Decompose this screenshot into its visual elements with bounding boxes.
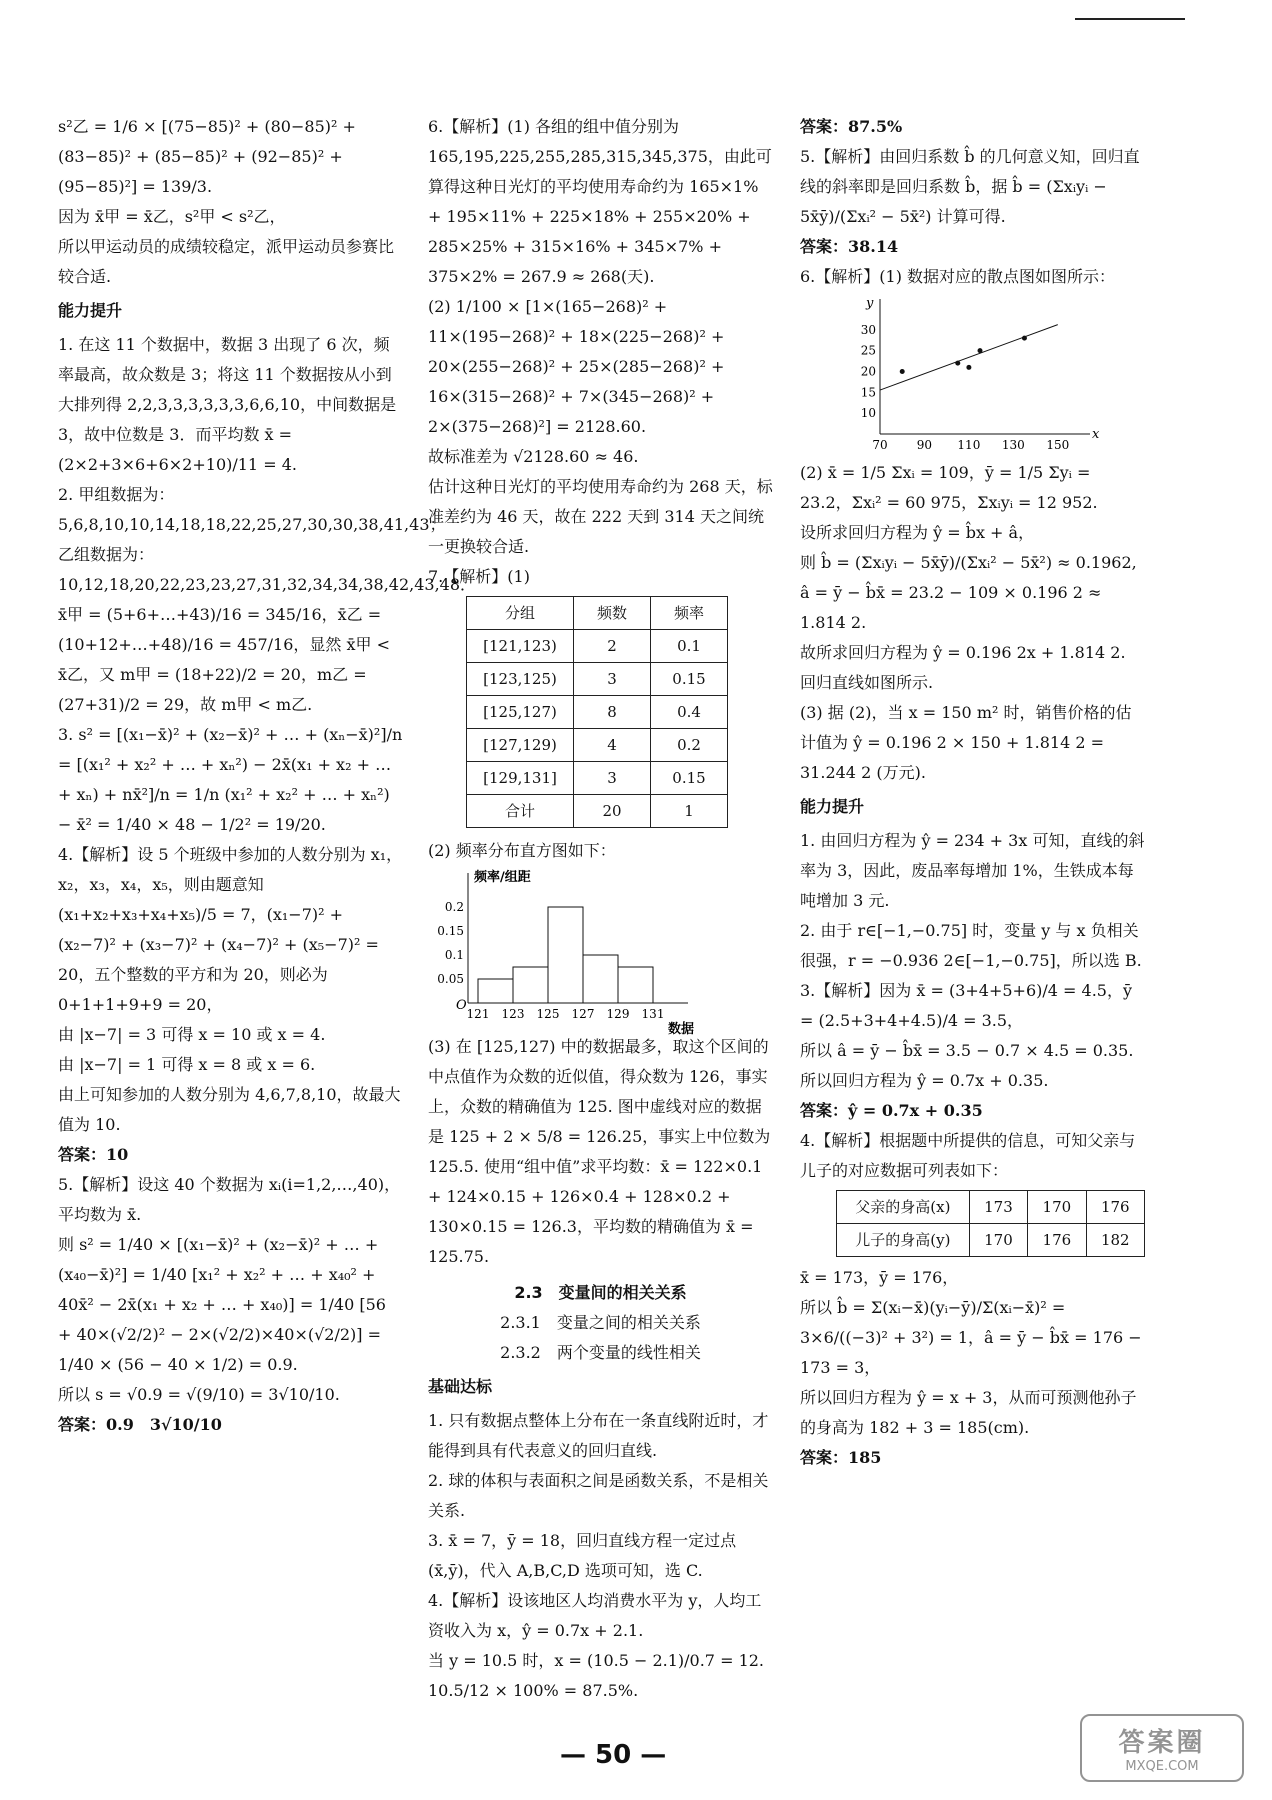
x-tick-label: 125	[536, 1007, 560, 1021]
x-tick-label: 123	[501, 1007, 525, 1021]
mid-text: 估计这种日光灯的平均使用寿命约为 268 天，标准差约为 46 天，故在 222 天到 314 天之间统一更换较合适.	[428, 477, 773, 556]
right-text: 4.【解析】根据题中所提供的信息，可知父亲与儿子的对应数据可列表如下：	[800, 1131, 1136, 1180]
table-cell: [127,129)	[467, 729, 574, 762]
table-cell: 8	[574, 696, 651, 729]
table-cell: 182	[1086, 1224, 1144, 1257]
mid-text: 当 y = 10.5 时，x = (10.5 − 2.1)/0.7 = 12.	[428, 1651, 765, 1670]
mid-text: (2) 频率分布直方图如下：	[428, 841, 616, 860]
x-tick-label: 121	[466, 1007, 490, 1021]
watermark-logo	[1080, 1714, 1244, 1782]
frequency-histogram	[437, 868, 708, 1037]
table-cell: 173	[969, 1191, 1027, 1224]
mid-text: 3. x̄ = 7，ȳ = 18，回归直线方程一定过点 (x̄,ȳ)，代入 A,B,C,D 选项可知，选 C.	[428, 1531, 737, 1580]
x-tick-label: 127	[571, 1007, 595, 1021]
left-text: 所以 s = √0.9 = √(9/10) = 3√10/10.	[58, 1385, 340, 1404]
y-tick-label: 10	[860, 406, 876, 421]
watermark-url: MXQE.COM	[1125, 1759, 1199, 1774]
x-tick-label: 110	[957, 438, 981, 452]
answer-text: 答案：38.14	[800, 237, 899, 256]
page-number: — 50 —	[560, 1740, 667, 1770]
table-cell: 父亲的身高(x)	[837, 1191, 970, 1224]
table-cell: 170	[969, 1224, 1027, 1257]
histogram-bar	[583, 955, 618, 1003]
middle-column	[428, 112, 773, 1706]
right-column	[800, 112, 1145, 1473]
x-axis-label: 数据	[668, 1022, 695, 1037]
section-heading: 能力提升	[800, 797, 865, 816]
right-text: 故所求回归方程为 ŷ = 0.196 2x + 1.814 2. 回归直线如图所示.	[800, 643, 1126, 692]
table-cell: 0.15	[651, 663, 728, 696]
mid-text: 10.5/12 × 100% = 87.5%.	[428, 1681, 639, 1700]
right-text: 2. 由于 r∈[−1,−0.75] 时，变量 y 与 x 负相关很强，r = −0.936 2∈[−1,−0.75]，所以选 B.	[800, 921, 1142, 970]
left-text: 由上可知参加的人数分别为 4,6,7,8,10，故最大值为 10.	[58, 1085, 401, 1134]
table-cell: 0.1	[651, 630, 728, 663]
right-text: â = ȳ − b̂x̄ = 23.2 − 109 × 0.196 2 ≈ 1.814 2.	[800, 583, 1102, 632]
right-text: 则 b̂ = (Σxᵢyᵢ − 5x̄ȳ)/(Σxᵢ² − 5x̄²) ≈ 0.1962,	[800, 553, 1137, 572]
left-text: 1. 在这 11 个数据中，数据 3 出现了 6 次，频率最高，故众数是 3；将这 11 个数据按从小到大排列得 2,2,3,3,3,3,3,3,6,6,10，中间数据是 3，故中位数是 3．而平均数 x̄ = (2×2+3×6+6×2+10)/11 = 4.	[58, 335, 397, 474]
left-text: 3. s² = [(x₁−x̄)² + (x₂−x̄)² + … + (xₙ−x̄)²]/n = [(x₁² + x₂² + … + xₙ²) − 2x̄(x₁ + x₂ + … + xₙ) + nx̄²]/n = 1/n (x₁² + x₂² + … + xₙ²) − x̄² = 1/40 × 48 − 1/2² = 19/20.	[58, 725, 403, 834]
histogram-bar	[548, 907, 583, 1003]
histogram-bar	[618, 967, 653, 1003]
scatter-plot	[860, 294, 1100, 454]
answer-text: 答案：0.9 3√10/10	[58, 1415, 222, 1434]
left-text: s²乙 = 1/6 × [(75−85)² + (80−85)² + (83−85)² + (85−85)² + (92−85)² + (95−85)²] = 139/3.	[58, 117, 356, 196]
right-text: 所以回归方程为 ŷ = x + 3，从而可预测他孙子的身高为 182 + 3 = 185(cm).	[800, 1388, 1137, 1437]
x-tick-label: 90	[916, 438, 933, 452]
table-cell: 3	[574, 762, 651, 795]
table-cell: 0.15	[651, 762, 728, 795]
answer-text: 答案：10	[58, 1145, 129, 1164]
table-cell: 176	[1028, 1224, 1086, 1257]
y-tick-label: 20	[860, 364, 876, 379]
y-tick-label: 0.15	[437, 924, 464, 938]
answer-text: 答案：ŷ = 0.7x + 0.35	[800, 1101, 983, 1120]
x-axis-label: x	[1092, 427, 1100, 442]
mid-text: 2. 球的体积与表面积之间是函数关系，不是相关关系.	[428, 1471, 769, 1520]
top-rule	[1075, 18, 1185, 20]
answer-text: 答案：87.5%	[800, 117, 903, 136]
watermark-text: 答案圈	[1118, 1728, 1206, 1758]
table-cell: 合计	[467, 795, 574, 828]
mid-text: (3) 在 [125,127) 中的数据最多，取这个区间的中点值作为众数的近似值，得众数为 126，事实上，众数的精确值为 125. 图中虚线对应的数据是 125 + 2 × 5/8 = 126.25，事实上中位数为 125.5. 使用“组中值”求平均数：x̄ = 122×0.1 + 124×0.15 + 126×0.4 + 128×0.2 + 130×0.15 = 126.3，平均数的精确值为 x̄ = 125.75.	[428, 1037, 771, 1266]
left-text: 所以甲运动员的成绩较稳定，派甲运动员参赛比较合适.	[58, 237, 395, 286]
right-text: 所以回归方程为 ŷ = 0.7x + 0.35.	[800, 1071, 1049, 1090]
table-cell: 20	[574, 795, 651, 828]
table-cell: 4	[574, 729, 651, 762]
table-cell: 儿子的身高(y)	[837, 1224, 970, 1257]
table-cell: 1	[651, 795, 728, 828]
table-cell: 0.4	[651, 696, 728, 729]
right-text: 所以 b̂ = Σ(xᵢ−x̄)(yᵢ−ȳ)/Σ(xᵢ−x̄)² = 3×6/((−3)² + 3²) = 1，â = ȳ − b̂x̄ = 176 − 173 = 3，	[800, 1298, 1142, 1377]
mid-text: 故标准差为 √2128.60 ≈ 46.	[428, 447, 639, 466]
y-tick-label: 0.05	[437, 972, 464, 986]
left-text: 由 |x−7| = 3 可得 x = 10 或 x = 4.	[58, 1025, 326, 1044]
right-text: 所以 â = ȳ − b̂x̄ = 3.5 − 0.7 × 4.5 = 0.35.	[800, 1041, 1134, 1060]
left-text: 因为 x̄甲 = x̄乙，s²甲 < s²乙，	[58, 207, 286, 226]
right-text: (3) 据 (2)，当 x = 150 m² 时，销售价格的估计值为 ŷ = 0.196 2 × 150 + 1.814 2 = 31.244 2 (万元).	[800, 703, 1132, 782]
left-text: 5.【解析】设这 40 个数据为 xᵢ(i=1,2,…,40)，平均数为 x̄.	[58, 1175, 401, 1224]
histogram-bar	[513, 967, 548, 1003]
data-point	[978, 348, 983, 353]
left-text: 则 s² = 1/40 × [(x₁−x̄)² + (x₂−x̄)² + … + (x₄₀−x̄)²] = 1/40 [x₁² + x₂² + … + x₄₀² + 40x̄² − 2x̄(x₁ + x₂ + … + x₄₀)] = 1/40 [56 + 40×(√2/2)² − 2×(√2/2)×40×(√2/2)] = 1/40 × (56 − 40 × 1/2) = 0.9.	[58, 1235, 386, 1374]
section-title: 2.3 变量间的相关关系	[514, 1283, 687, 1302]
x-tick-label: 70	[872, 438, 888, 452]
mid-text: 4.【解析】设该地区人均消费水平为 y，人均工资收入为 x，ŷ = 0.7x + 2.1.	[428, 1591, 762, 1640]
frequency-table	[466, 596, 728, 828]
y-axis-label: 频率/组距	[474, 870, 531, 885]
table-cell: 176	[1086, 1191, 1144, 1224]
right-text: x̄ = 173，ȳ = 176，	[800, 1268, 959, 1287]
regression-line	[880, 325, 1058, 390]
subsection-title: 2.3.1 变量之间的相关关系	[500, 1313, 701, 1332]
right-text: 6.【解析】(1) 数据对应的散点图如图所示：	[800, 267, 1116, 286]
right-text: 3.【解析】因为 x̄ = (3+4+5+6)/4 = 4.5，ȳ = (2.5+3+4+4.5)/4 = 3.5，	[800, 981, 1133, 1030]
section-heading: 基础达标	[428, 1377, 493, 1396]
table-cell: 0.2	[651, 729, 728, 762]
histogram-bar	[478, 979, 513, 1003]
y-tick-label: 30	[860, 322, 876, 337]
right-text: (2) x̄ = 1/5 Σxᵢ = 109，ȳ = 1/5 Σyᵢ = 23.2，Σxᵢ² = 60 975，Σxᵢyᵢ = 12 952.	[800, 463, 1098, 512]
x-tick-label: 129	[606, 1007, 630, 1021]
right-text: 5.【解析】由回归系数 b̂ 的几何意义知，回归直线的斜率即是回归系数 b̂，据 b̂ = (Σxᵢyᵢ − 5x̄ȳ)/(Σxᵢ² − 5x̄²) 计算可得.	[800, 147, 1140, 226]
height-table	[836, 1190, 1145, 1257]
right-text: 1. 由回归方程为 ŷ = 234 + 3x 可知，直线的斜率为 3，因此，废品率每增加 1%，生铁成本每吨增加 3 元.	[800, 831, 1145, 910]
left-text: 由 |x−7| = 1 可得 x = 8 或 x = 6.	[58, 1055, 316, 1074]
data-point	[955, 361, 960, 366]
right-text: 设所求回归方程为 ŷ = b̂x + â，	[800, 523, 1035, 542]
data-point	[966, 365, 971, 370]
answer-text: 答案：185	[800, 1448, 882, 1467]
y-tick-label: 25	[860, 343, 876, 358]
x-tick-label: 131	[641, 1007, 665, 1021]
table-cell: 3	[574, 663, 651, 696]
left-text: 2. 甲组数据为：5,6,8,10,10,14,18,18,22,25,27,30,30,38,41,43；乙组数据为：10,12,18,20,22,23,23,27,31,32,34,34,38,42,43,48．x̄甲 = (5+6+…+43)/16 = 345/16，x̄乙 = (10+12+…+48)/16 = 457/16，显然 x̄甲 < x̄乙，又 m甲 = (18+22)/2 = 20，m乙 = (27+31)/2 = 29，故 m甲 < m乙.	[58, 485, 477, 714]
table-cell: [129,131]	[467, 762, 574, 795]
y-tick-label: 0.1	[444, 948, 464, 962]
x-tick-label: 130	[1001, 438, 1025, 452]
table-header: 频数	[574, 597, 651, 630]
table-cell: 170	[1028, 1191, 1086, 1224]
table-cell: [121,123)	[467, 630, 574, 663]
table-header: 分组	[467, 597, 574, 630]
subsection-title: 2.3.2 两个变量的线性相关	[500, 1343, 701, 1362]
data-point	[900, 369, 905, 374]
mid-text: 1. 只有数据点整体上分布在一条直线附近时，才能得到具有代表意义的回归直线.	[428, 1411, 769, 1460]
y-axis-label: y	[866, 296, 874, 311]
mid-text: (2) 1/100 × [1×(165−268)² + 11×(195−268)² + 18×(225−268)² + 20×(255−268)² + 25×(285−268)² + 16×(315−268)² + 7×(345−268)² + 2×(375−268)²] = 2128.60.	[428, 297, 725, 436]
table-cell: 2	[574, 630, 651, 663]
table-header: 频率	[651, 597, 728, 630]
data-point	[1022, 336, 1027, 341]
table-cell: [125,127)	[467, 696, 574, 729]
y-tick-label: 15	[860, 385, 876, 400]
x-tick-label: 150	[1046, 438, 1070, 452]
mid-text: 6.【解析】(1) 各组的组中值分别为 165,195,225,255,285,315,345,375，由此可算得这种日光灯的平均使用寿命约为 165×1% + 195×11% + 225×18% + 255×20% + 285×25% + 315×16% + 345×7% + 375×2% = 267.9 ≈ 268(天).	[428, 117, 772, 286]
table-cell: [123,125)	[467, 663, 574, 696]
y-tick-label: 0.2	[444, 900, 464, 914]
left-text: 4.【解析】设 5 个班级中参加的人数分别为 x₁，x₂，x₃，x₄，x₅，则由题意知 (x₁+x₂+x₃+x₄+x₅)/5 = 7，(x₁−7)² + (x₂−7)² + (x₃−7)² + (x₄−7)² + (x₅−7)² = 20，五个整数的平方和为 20，则必为 0+1+1+9+9 = 20，	[58, 845, 403, 1014]
mid-text: 7.【解析】(1)	[428, 567, 530, 586]
origin-label: O	[456, 998, 467, 1013]
section-heading: 能力提升	[58, 301, 123, 320]
